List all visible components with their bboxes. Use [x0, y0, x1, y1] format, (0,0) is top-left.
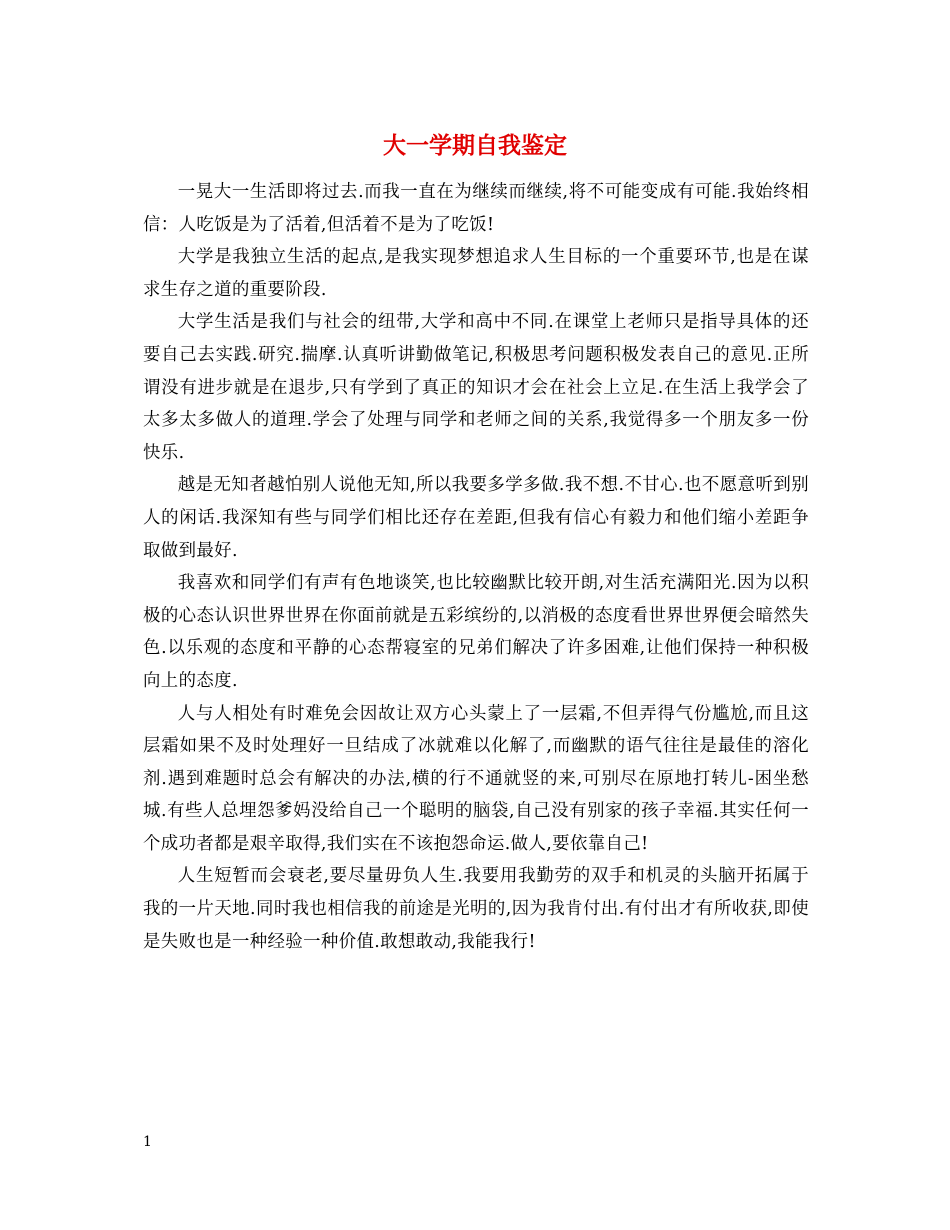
paragraph: 大学是我独立生活的起点,是我实现梦想追求人生目标的一个重要环节,也是在谋求生存之道的重要阶段. [143, 247, 809, 300]
paragraph: 一晃大一生活即将过去.而我一直在为继续而继续,将不可能变成有可能.我始终相信：人吃饭是为了活着,但活着不是为了吃饭! [143, 182, 809, 235]
paragraph: 人生短暂而会衰老,要尽量毋负人生.我要用我勤劳的双手和机灵的头脑开拓属于我的一片天地.同时我也相信我的前途是光明的,因为我肯付出.有付出才有所收获,即使是失败也是一种经验一种价值.敢想敢动,我能我行! [143, 866, 809, 952]
paragraph: 我喜欢和同学们有声有色地谈笑,也比较幽默比较开朗,对生活充满阳光.因为以积极的心态认识世界世界在你面前就是五彩缤纷的,以消极的态度看世界世界便会暗然失色.以乐观的态度和平静的心态帮寝室的兄弟们解决了许多困难,让他们保持一种积极向上的态度. [143, 573, 809, 691]
document-body [143, 176, 809, 958]
page-number: 1 [143, 1134, 152, 1150]
document-title: 大一学期自我鉴定 [383, 133, 567, 159]
paragraph: 人与人相处有时难免会因故让双方心头蒙上了一层霜,不但弄得气份尴尬,而且这层霜如果不及时处理好一旦结成了冰就难以化解了,而幽默的语气往往是最佳的溶化剂.遇到难题时总会有解决的办法,横的行不通就竖的来,可别尽在原地打转儿-困坐愁城.有些人总埋怨爹妈没给自己一个聪明的脑袋,自己没有别家的孩子幸福.其实任何一个成功者都是艰辛取得,我们实在不该抱怨命运.做人,要依靠自己! [143, 703, 809, 854]
paragraph: 越是无知者越怕别人说他无知,所以我要多学多做.我不想.不甘心.也不愿意听到别人的闲话.我深知有些与同学们相比还存在差距,但我有信心有毅力和他们缩小差距争取做到最好. [143, 475, 809, 561]
paragraph: 大学生活是我们与社会的纽带,大学和高中不同.在课堂上老师只是指导具体的还要自己去实践.研究.揣摩.认真听讲勤做笔记,积极思考问题积极发表自己的意见.正所谓没有进步就是在退步,只有学到了真正的知识才会在社会上立足.在生活上我学会了太多太多做人的道理.学会了处理与同学和老师之间的关系,我觉得多一个朋友多一份快乐. [143, 312, 809, 463]
